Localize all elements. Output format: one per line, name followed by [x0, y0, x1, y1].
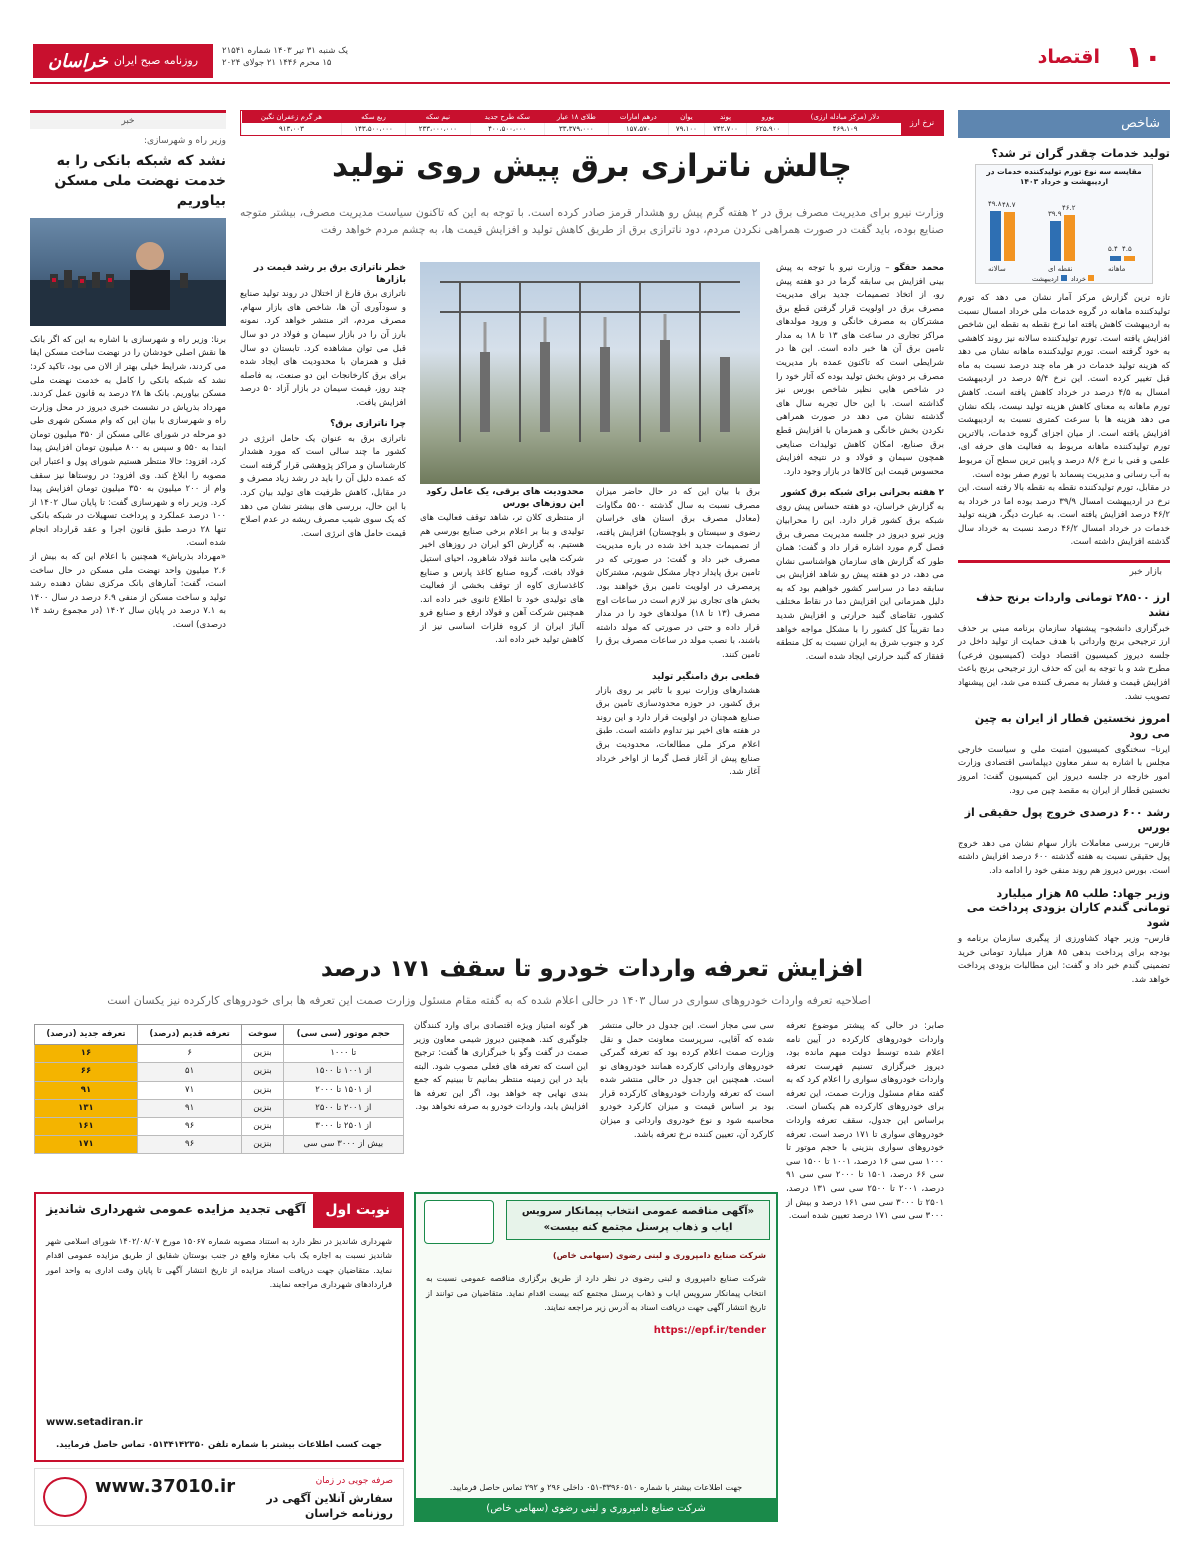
chart-category-label: نقطه ای	[1048, 265, 1073, 274]
rate-value: ۹۱۳،۰۰۳	[242, 123, 342, 135]
main-lead: وزارت نیرو برای مدیریت مصرف برق در ۲ هفته گرم پیش رو هشدار قرمز صادر کرده است. با توجه به این که تاکنون سیاست مدیریت مصرف، بیشتر متوجه صنایع بوده، باید گفت در صورت همراهی نکردن مردم، دود ناترازی برق از طریق کاهش تولید و افزایش قیمت ها، به چشم مردم خواهد رفت	[240, 206, 944, 237]
table-row	[35, 1063, 404, 1081]
bazaar-tag: بازار خبر	[958, 560, 1170, 583]
table-row	[35, 1117, 404, 1135]
main-headline[interactable]: چالش ناترازی برق پیش روی تولید	[331, 148, 853, 184]
subhead-bourse: محدودیت های برقی، یک عامل رکود این روزهای بورس	[426, 487, 584, 510]
chart-bar	[1004, 212, 1015, 261]
right-column	[958, 110, 1170, 987]
rate-value: ۱۴۳،۵۰۰،۰۰۰	[341, 123, 405, 135]
cell-engine: از ۱۰۰۱ تا ۱۵۰۰	[283, 1063, 403, 1081]
online-ad-banner[interactable]	[34, 1468, 404, 1526]
table-row	[35, 1045, 404, 1063]
news-1-body: خبرگزاری دانشجو– پیشنهاد سازمان برنامه مبنی بر حذف ارز ترجیحی برنج وارداتی با هدف حمایت از تولید داخل در جلسه دیروز کمیسیون اقتصاد دولت (کمیسیون فرعی) مطرح شد و با توجه به این که حذف ارز ترجیحی برنج باعث افزایش قیمت و فشار به مصرف کننده می شد، این پیشنهاد تصویب نشد.	[958, 623, 1170, 702]
cell-fuel: بنزین	[242, 1136, 283, 1154]
table-row	[35, 1099, 404, 1117]
cell-fuel: بنزین	[242, 1045, 283, 1063]
ad2-company: شرکت صنایع دامپروری و لبنی رضوی (سهامی خاص)	[416, 1498, 776, 1520]
currency-rates-bar	[240, 110, 944, 136]
rate-value: ۳۳،۳۷۹،۰۰۰	[544, 123, 608, 135]
inflation-chart	[975, 164, 1153, 284]
rate-value: ۲۳۳،۰۰۰،۰۰۰	[406, 123, 470, 135]
ad3-sub: صرفه جویی در زمان	[315, 1476, 393, 1486]
table-row	[35, 1081, 404, 1099]
news-3-title[interactable]: رشد ۶۰۰ درصدی خروج پول حقیقی از بورس	[964, 806, 1170, 834]
section-title: اقتصاد	[1037, 46, 1100, 68]
date-block	[222, 46, 362, 70]
chart-data-label: ۳۹.۹	[1048, 210, 1062, 219]
car-tariff-lead: اصلاحیه تعرفه واردات خودروهای سواری در سال ۱۴۰۳ در حالی اعلام شده که به گفته مقام مسئول وزارت صمت این تعرفه ها برای خودروهای کارکرده نیز یکسان است	[107, 994, 871, 1007]
ad1-badge: نوبت اول	[313, 1194, 402, 1228]
cell-old: ۹۱	[137, 1099, 241, 1117]
cell-new: ۶۶	[35, 1063, 138, 1081]
cell-new: ۹۱	[35, 1081, 138, 1099]
news-4-body: فارس– وزیر جهاد کشاورزی از پیگیری سازمان برنامه و بودجه برای پرداخت بدهی ۸۵ هزار میلیارد تومانی خرید تضمینی گندم خبر داد و گفت: این مطالبات بزودی پرداخت خواهد شد.	[958, 934, 1170, 985]
ad2-footer: جهت اطلاعات بیشتر با شماره ۳۳۹۶۰۵۱۰-۰۵۱ داخلی ۲۹۶ و ۲۹۲ تماس حاصل فرمایید.	[449, 1482, 743, 1493]
right-article-title: تولید خدمات چقدر گران تر شد؟	[991, 146, 1170, 160]
chart-legend	[976, 274, 1152, 284]
main-col1-text: – وزارت نیرو با توجه به پیش بینی افزایش بی سابقه گرما در دو هفته پیش رو، از اتخاذ تصمیمات جدید برای مدیریت مصرف برق در اولویت قرار گرفتن قطع برق مشترکان به مصرف خانگی و ورود مولدهای مراکز تجاری در ساعت های ۱۳ تا ۱۸ به مدار تامین برق آن ها خبر داده است. این ها در شرایطی است که تاکنون عمده بار مدیریت مصرف بر دوش بخش تولید بوده که آثار خود را در شاخص هایی نظیر شاخص بورس نیز گذاشته است. با این حال تجربه سال های گذشته نشان می دهد در صورت همراهی نکردن بخش خانگی و همزمان با افزایش قطع برق صنایع، امکان کاهش تولیدات صنایعی همچون سیمان و فولاد و در نتیجه افزایش محسوس قیمت این کالاها در بازار وجود دارد.	[776, 263, 944, 477]
rate-header: یوان	[668, 111, 704, 123]
chart-data-label: ۴۹.۸	[988, 200, 1002, 209]
rate-header: دلار (مرکز مبادله ارزی)	[789, 111, 901, 123]
chart-bar	[990, 211, 1001, 261]
company-logo-icon	[424, 1200, 494, 1244]
logo-text: خراسان	[47, 50, 108, 72]
rate-value: ۷۴۲،۷۰۰	[704, 123, 746, 135]
ad1-title: آگهی تجدید مزایده عمومی شهرداری شاندیز	[46, 1202, 306, 1216]
left-article-body: برنا: وزیر راه و شهرسازی با اشاره به این که اگر بانک ها نقش اصلی خودشان را در نهضت ساخت مسکن ایفا می کردند، شرایط خیلی بهتر از الان می بود، تاکید کرد: نشد که شبکه بانکی را کامل به خدمت نهضت ملی مسکن بیاوریم. بانک ها ۲۸ درصد به قانون عمل کردند. مهرداد بذرپاش در نشست خبری دیروز در محل وزارت راه و شهرسازی با بیان این که وام مسکن شهری طی دو مرحله در شورای عالی مسکن از ۳۵۰ میلیون تومان ابتدا به ۵۵۰ و سپس به ۸۰۰ میلیون تومان افزایش پیدا کرد، افزود: حالا منتظر هستیم شورای پول و اعتبار این مصوبه را ابلاغ کند. وی افزود: در روستاها نیز سقف وام از ۲۰۰ میلیون به ۳۵۰ میلیون تومان افزایش پیدا کرد. وزیر راه و شهرسازی گفت: تا پایان سال ۱۴۰۲ از ۱۰۰ درصد عملکرد و پرداخت تسهیلات در شبکه بانکی تنها ۲۸ درصد طبق قانون اجرا و عقد قرارداد انجام شده است.	[30, 334, 227, 549]
cell-engine: تا ۱۰۰۰	[283, 1045, 403, 1063]
main-col1a-text: به گزارش خراسان، دو هفته حساس پیش روی شبکه برق کشور قرار دارد. این را محرابیان وزیر نیرو دیروز در جلسه مدیریت مصرف برق فصل گرم مورد اشاره قرار داد و گفت: همان طور که گزارش های سازمان هواشناسی نشان می دهد، در دو هفته پیش رو شاهد افزایش بی سابقه دما در سراسر کشور خواهیم بود که به دلیل همزمانی این افزایش دما در نقاط مختلف کشور، تقاضای گنبد حرارتی و افزایش شدید دما تقریباً کل کشور را با مشکل مواجه خواهد کرد و جنوب شرق به ایران نسبت به کل منطقه قفقاز که گنبد حرارتی ایجاد شده است.	[776, 502, 944, 662]
main-col4-text: ناترازی برق فارغ از اختلال در روند تولید صنایع و سودآوری آن ها، شاخص های بازار سهام، مصرف مردم، اثر منتشر خواهد کرد. نمونه بارز آن را در بازار سیمان و فولاد در دو سال قبل می توان مشاهده کرد. تابستان دو سال قبل و همزمان با محدودیت های ایجاد شده برای برق کارخانجات این دو صنعت، به فاصله چند روز، قیمت سیمان در بازار آزاد ۵۰ درصد افزایش یافت.	[240, 289, 406, 408]
cell-new: ۱۷۱	[35, 1136, 138, 1154]
ad3-text: سفارش آنلاین آگهی در روزنامه خراسان	[266, 1492, 393, 1521]
ad1-footer: جهت کسب اطلاعات بیشتر با شماره تلفن ۰۵۱۳۴۱۴۲۳۵۰ تماس حاصل فرمایید.	[56, 1439, 382, 1450]
chart-data-label: ۴.۵	[1122, 245, 1132, 254]
tariff-table	[34, 1024, 404, 1154]
cell-engine: از ۱۵۰۱ تا ۲۰۰۰	[283, 1081, 403, 1099]
legend-khordad: خرداد	[1070, 274, 1087, 283]
ad1-website[interactable]: www.setadiran.ir	[46, 1416, 143, 1428]
right-article-body-2: در مقابل، تورم تولیدکننده نقطه به نقطه بالا رفته است. این نرخ در اردیبهشت امسال ۳۹/۹ درصد بوده اما در خرداد به ۴۶/۲ درصد افزایش یافته است. به عبارت دیگر، هزینه تولید خدمات در خرداد امسال ۴۶/۲ درصد نسبت به خرداد سال گذشته افزایش داشته است.	[958, 483, 1170, 548]
car-col-1	[786, 1020, 944, 1224]
chart-bar	[1110, 256, 1121, 261]
cell-old: ۶	[137, 1045, 241, 1063]
cell-old: ۹۶	[137, 1136, 241, 1154]
legend-swatch-khordad	[1088, 275, 1094, 281]
tender-ad[interactable]	[414, 1192, 778, 1522]
subhead-price-risk: خطر ناترازی برق بر رشد قیمت در بازارها	[253, 263, 406, 286]
legend-ordibehesht: اردیبهشت	[1031, 274, 1059, 283]
rate-value: ۴۰۰،۵۰۰،۰۰۰	[470, 123, 544, 135]
press-photo-graphic	[30, 218, 226, 326]
cell-new: ۱۳۱	[35, 1099, 138, 1117]
cell-engine: از ۲۰۰۱ تا ۲۵۰۰	[283, 1099, 403, 1117]
news-4-title[interactable]: وزیر جهاد: طلب ۸۵ هزار میلیارد تومانی گندم کاران بزودی پرداخت می شود	[966, 886, 1170, 930]
main-col-3	[420, 486, 584, 648]
car-col-3	[414, 1020, 588, 1115]
car-col1-text: صابر: در حالی که پیشتر موضوع تعرفه واردات خودروهای کارکرده در آیین نامه اعلام شده توسط دولت مبهم مانده بود، دیروز خبرگزاری تسنیم فهرست تعرفه واردات خودروهای سواری را اعلام کرد که به گفته مقام مسئول وزارت صمت، این تعرفه برای خودروهای کارکرده هم یکسان است. براساس این جدول، سقف تعرفه واردات خودروهای سواری تا ۱۷۱ درصد است. تعرفه خودروهای سواری بنزینی با حجم موتور تا ۱۰۰۰ سی سی ۱۶ درصد، ۱۰۰۱ تا ۱۵۰۰ سی سی ۶۶ درصد، ۱۵۰۱ تا ۲۰۰۰ سی سی ۹۱ درصد، ۲۰۰۱ تا ۲۵۰۰ سی سی ۱۳۱ درصد، ۲۵۰۱ تا ۳۰۰۰ سی سی ۱۶۱ درصد و بیش از ۳۰۰۰ سی سی ۱۷۱ درصد تعیین شده است.	[786, 1021, 944, 1222]
news-1-title[interactable]: ارز ۲۸۵۰۰ تومانی واردات برنج حذف نشد	[976, 590, 1170, 619]
main-col2-text: برق با بیان این که در حال حاضر میزان مصرف نسبت به سال گذشته ۵۵۰۰ مگاوات (معادل مصرف برق استان های خراسان رضوی و سیستان و بلوچستان) افزایش یافته، از تصمیمات جدید اخذ شده در باره مدیریت مصرف خبر داد و گفت: در صورتی که در تامین برق پایدار دچار مشکل شویم، مشترکان پرمصرف در اولویت تامین برق خواهند بود. بخش های تجاری نیز لازم است در ساعات اوج مصرف (۱۳ تا ۱۸) مولدهای خود را در مدار قرار داده و حتی در صورتی که مولد داشته باشند، با نصب مولد در ساعات مصرف برق را تامین کنند.	[596, 487, 761, 660]
rates-label: نرخ ارز	[901, 111, 943, 135]
car-col-2	[600, 1020, 774, 1142]
page-number: ۱۰	[1125, 40, 1162, 75]
car-col2-text: سی سی مجاز است. این جدول در حالی منتشر شده که آقایی، سرپرست معاونت حمل و نقل وزارت صمت اعلام کرده بود که تعرفه گمرکی خودروهای وارداتی کارکرده همانند خودروهای نو است. همچنین این جدول در حالی منتشر شده است که تعرفه واردات خودروهای کارکرده قرار بود بر اساس قیمت و میزان کارکرد خودرو محاسبه شود و نوع خودروی وارداتی و میزان کارکرد آن، تعیین کننده نرخ تعرفه باشد.	[600, 1021, 774, 1140]
date-line-2: ۱۵ محرم ۱۴۴۶ ۲۱ جولای ۲۰۲۴	[222, 57, 332, 68]
rate-header: ربع سکه	[341, 111, 405, 123]
ad3-website[interactable]: www.37010.ir	[95, 1476, 236, 1497]
newspaper-logo[interactable]	[33, 44, 213, 78]
rates-table	[241, 111, 943, 135]
ad2-title: «آگهی مناقصه عمومی انتخاب پیمانکار سرویس ایاب و ذهاب پرسنل مجتمع کنه بیست»	[506, 1200, 770, 1240]
cell-fuel: بنزین	[242, 1081, 283, 1099]
khorasan-logo-icon	[43, 1477, 87, 1517]
chart-bar	[1124, 256, 1135, 261]
cell-old: ۹۶	[137, 1117, 241, 1135]
tariff-table-wrap	[34, 1024, 404, 1154]
logo-subtitle: روزنامه صبح ایران	[113, 54, 199, 68]
left-article-body-2: «مهرداد بذرپاش» همچنین با اعلام این که به بیش از ۲.۶ میلیون واحد نهضت ملی مسکن در حال ساخت است، گفت: آمارهای بانک مرکزی نشان دهنده رشد تولید و ساخت مسکن از منفی ۶.۹ درصد در سال ۱۴۰۰ به ۷.۱ درصد در پایان سال ۱۴۰۲ (در مجموع رشد ۱۴ درصدی) است.	[30, 552, 226, 630]
chart-category-label: ماهانه	[1108, 265, 1126, 274]
ad2-sub: شرکت صنایع دامپروری و لبنی رضوی (سهامی خاص)	[552, 1250, 766, 1260]
rate-header: یورو	[747, 111, 789, 123]
shandiz-auction-ad[interactable]	[34, 1192, 404, 1462]
rate-header: درهم امارات	[608, 111, 668, 123]
rate-header: هر گرم زعفران نگین	[242, 111, 342, 123]
rate-header: پوند	[704, 111, 746, 123]
chart-data-label: ۴۸.۷	[1002, 201, 1016, 210]
cell-old: ۵۱	[137, 1063, 241, 1081]
left-kicker: وزیر راه و شهرسازی:	[143, 135, 226, 146]
right-article-body: تازه ترین گزارش مرکز آمار نشان می دهد که تورم تولیدکننده ماهانه در گروه خدمات ملی خرداد امسال نسبت به اردیبهشت کاهش یافته اما نرخ نقطه به نقطه این شاخص افزایش یافته است. تورم تولیدکننده سالانه نیز روند کاهشی به خود گرفته است. تورم تولیدکننده ماهانه نشان می دهد که هزینه تولید خدمات در هر ماه چند درصد نسبت به ماه قبل تغییر کرده است. این نرخ ۵/۴ درصد در اردیبهشت امسال به ۴/۵ درصد در خرداد کاهش یافته است. کاهش تورم ماهانه به معنای کاهش هزینه تولید نیست، بلکه نشان می دهد هزینه ها با سرعت کمتری نسبت به اردیبهشت افزایش یافته است. از میان اجزای گروه خدمات، بالاترین تورم تولیدکننده ماهانه مربوط به فعالیت های حرفه ای، علمی و فنی با نرخ ۸/۶ درصد و پایین ترین سطح آن مربوط به آب رسانی و مدیریت پسماند با تورم صفر بوده است.	[958, 293, 1171, 480]
cell-engine: از ۲۵۰۱ تا ۳۰۰۰	[283, 1117, 403, 1135]
khabar-tag: خبر	[30, 110, 226, 129]
subhead-2week: ۲ هفته بحرانی برای شبکه برق کشور	[781, 488, 944, 499]
subhead-why: چرا ناترازی برق؟	[330, 419, 406, 430]
car-tariff-headline[interactable]: افزایش تعرفه واردات خودرو تا سقف ۱۷۱ درصد	[320, 956, 864, 982]
chart-title: مقایسه سه نوع تورم تولیدکننده خدمات در اردیبهشت و خرداد ۱۴۰۳	[986, 167, 1142, 186]
rate-value: ۴۶۹،۱۰۹	[789, 123, 901, 135]
news-2-title[interactable]: امروز نخستین قطار از ایران به چین می رود	[974, 712, 1170, 740]
th-new: تعرفه جدید (درصد)	[35, 1025, 138, 1045]
rate-value: ۶۲۵،۹۰۰	[747, 123, 789, 135]
header-divider	[30, 82, 1170, 84]
news-2-body: ایرنا– سخنگوی کمیسیون امنیت ملی و سیاست خارجی مجلس با اشاره به سفر معاون دیپلماسی اقتصادی وزارت امور خارجه در جلسه دیروز این کمیسیون گفت: امروز نخستین قطار از ایران به مقصد چین می رود.	[958, 744, 1170, 796]
th-old: تعرفه قدیم (درصد)	[137, 1025, 241, 1045]
table-row	[35, 1136, 404, 1154]
cell-engine: بیش از ۳۰۰۰ سی سی	[283, 1136, 403, 1154]
press-conference-photo	[30, 218, 226, 326]
cell-old: ۷۱	[137, 1081, 241, 1099]
main-col-1	[776, 262, 944, 664]
car-col3-text: هر گونه امتیاز ویژه اقتصادی برای وارد کنندگان جلوگیری کند. همچنین دیروز شیمی معاون وزیر صمت در گفت وگو با خبرگزاری ها گفت: ترجیح این است که تعرفه های فعلی مصوب شود. البته باید در این زمینه منتظر بمانیم تا ببینیم که جمع بندی نهایی چه خواهد بود، اگر این تعرفه ها افزایش یابد، واردات خودرو به صرفه نخواهد بود.	[414, 1021, 588, 1113]
main-col2a-text: هشدارهای وزارت نیرو با تاثیر بر روی بازار برق کشور، در حوزه محدودسازی تامین برق صنایع همچنان در اولویت قرار دارد و این روند در هفته های اخیر نیز تداوم داشته است. طبق اعلام مرکز ملی مطالعات، محدودیت برق صنایع پیش از آغاز فصل گرما از اواخر خرداد آغاز شد.	[596, 685, 760, 778]
rate-header: نیم سکه	[406, 111, 470, 123]
legend-swatch-ordibehesht	[1061, 275, 1067, 281]
ad2-website[interactable]: https://epf.ir/tender	[653, 1325, 766, 1337]
rate-header: سکه طرح جدید	[470, 111, 544, 123]
left-article-title[interactable]: نشد که شبکه بانکی را به خدمت نهضت ملی مسکن بیاوریم	[54, 152, 226, 210]
chart-data-label: ۵.۴	[1108, 245, 1118, 254]
th-engine: حجم موتور (سی سی)	[283, 1025, 403, 1045]
main-col-4	[240, 262, 406, 541]
chart-data-label: ۴۶.۲	[1062, 204, 1076, 213]
shakhes-tag: شاخص	[958, 110, 1170, 138]
rate-header: طلای ۱۸ عیار	[544, 111, 608, 123]
main-col3-text: از منتظری کلان تر، شاهد توقف فعالیت های تولیدی و بنا بر اعلام برخی صنایع بورسی هم هستیم. به گزارش اکو ایران در روزهای اخیر شرکت هایی مانند فولاد شاهرود، احیای استیل فولاد بافت، گروه صنایع کاغذ پارس و صنایع کاغذسازی کاوه از توقف بخشی از فعالیت های تولیدی خود تا اطلاع ثانوی خبر داده اند. همچنین شرکت آهن و فولاد ارفع و صنایع فرو آلیاژ ایران از کروه فلزات اساسی نیز از کاهش تولید خبر داده اند.	[420, 513, 584, 646]
cell-new: ۱۶۱	[35, 1117, 138, 1135]
cell-fuel: بنزین	[242, 1063, 283, 1081]
chart-category-label: سالانه	[988, 265, 1006, 274]
byline: محمد حقگو	[894, 263, 945, 273]
th-fuel: سوخت	[242, 1025, 283, 1045]
date-line-1: یک شنبه ۳۱ تیر ۱۴۰۳ شماره ۲۱۵۴۱	[222, 46, 349, 56]
subhead-power-cut: قطعی برق دامنگیر تولید	[652, 671, 760, 682]
cell-fuel: بنزین	[242, 1117, 283, 1135]
cell-fuel: بنزین	[242, 1099, 283, 1117]
rate-value: ۱۵۷،۵۷۰	[608, 123, 668, 135]
power-substation-graphic	[420, 262, 760, 484]
news-3-body: فارس– بررسی معاملات بازار سهام نشان می دهد خروج پول حقیقی نسبت به هفته گذشته ۶۰۰ درصد افزایش داشته است. بورس دیروز هم روند منفی خود را ادامه داد.	[958, 838, 1170, 876]
ad2-body: شرکت صنایع دامپروری و لبنی رضوی در نظر دارد از طریق برگزاری مناقصه عمومی نسبت به انتخاب پیمانکار سرویس ایاب و ذهاب پرسنل مجتمع کنه بیست اقدام نماید. متقاضیان می توانند از تاریخ انتشار آگهی جهت دریافت اسناد به آدرس زیر مراجعه نمایند.	[426, 1272, 766, 1313]
ad1-body: شهرداری شاندیز در نظر دارد به استناد مصوبه شماره ۱۵۰۶۷ مورخ ۱۴۰۲/۰۸/۰۷ شورای اسلامی شهر شاندیز نسبت به اجاره یک باب مغازه واقع در جنب بوستان شقایق از طریق مزایده عمومی اقدام نماید. متقاضیان جهت دریافت اسناد مزایده از تاریخ انتشار آگهی تا پایان وقت اداری به واحد امور قراردادهای شهرداری مراجعه نمایند.	[46, 1236, 392, 1290]
left-column	[30, 110, 226, 632]
rate-value: ۷۹،۱۰۰	[668, 123, 704, 135]
main-col-2	[596, 486, 760, 780]
cell-new: ۱۶	[35, 1045, 138, 1063]
chart-bar	[1064, 215, 1075, 261]
main-col4a-text: ناترازی برق به عنوان یک حامل انرژی در کشور ما چند سالی است که مورد هشدار کارشناسان و مراکز پژوهشی قرار گرفته است که عمده دلیل آن را باید در رشد زیاد مصرف و در مقابل، کاهش ظرفیت های تولید بیان کرد. با این حال، بررسی های بیشتر نشان می دهد که یک سوی شیب مصرف ریشه در عدم اصلاح قیمت حامل های انرژی است.	[240, 433, 406, 539]
chart-bar	[1050, 221, 1061, 261]
substation-photo	[420, 262, 760, 484]
